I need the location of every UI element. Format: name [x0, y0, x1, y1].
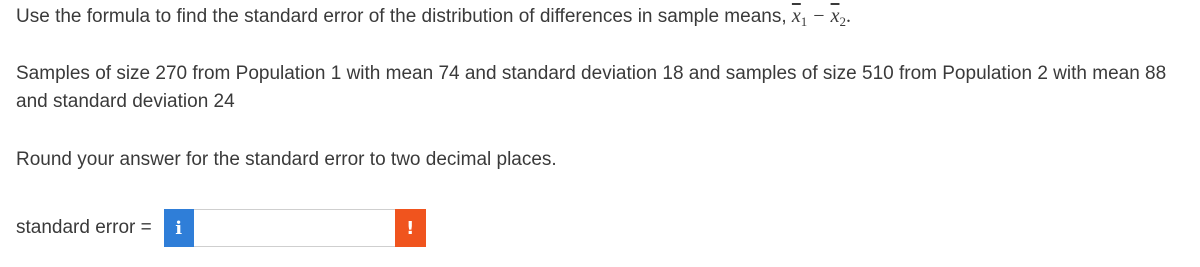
rounding-instruction: Round your answer for the standard error to two decimal places.: [16, 149, 557, 170]
question-prompt-text: Use the formula to find the standard error of the distribution of differences in sample means,: [16, 6, 787, 27]
standard-error-input[interactable]: [194, 209, 395, 247]
x1-subscript: 1: [800, 14, 808, 29]
minus-operator: −: [813, 5, 825, 27]
question-prompt: [16, 2, 851, 36]
warning-button[interactable]: [395, 209, 426, 247]
x2-subscript: 2: [839, 14, 846, 29]
samples-description: Samples of size 270 from Population 1 with mean 74 and standard deviation 18 and samples of size 510 from Population 2 with mean 88 and standard deviation 24: [16, 63, 1167, 112]
answer-row: [16, 208, 426, 248]
difference-formula: [792, 5, 851, 27]
x2-bar-symbol: $\overline{x}$: [830, 5, 840, 27]
warning-icon: !: [406, 217, 415, 239]
formula-end-punct: .: [845, 5, 851, 27]
info-icon: i: [175, 217, 183, 239]
info-button[interactable]: [164, 209, 194, 247]
standard-error-label: standard error =: [16, 217, 152, 238]
x1-bar-symbol: $\overline{x}$: [791, 5, 801, 27]
